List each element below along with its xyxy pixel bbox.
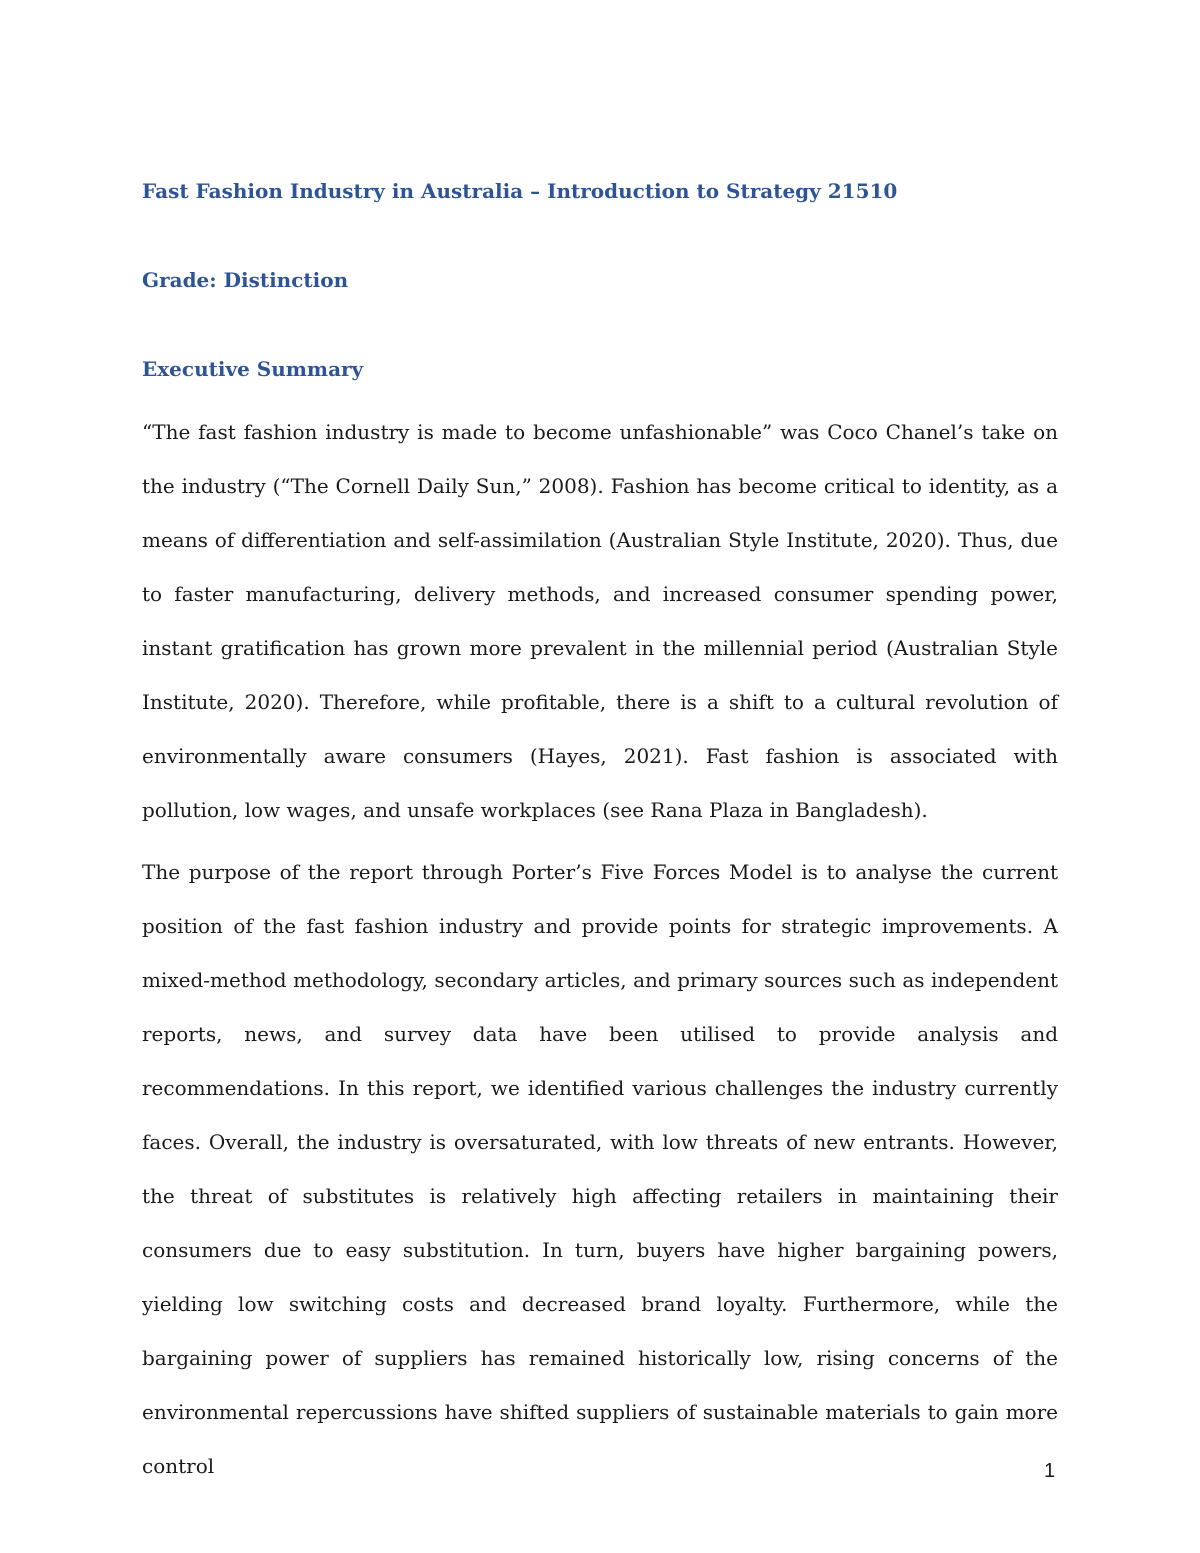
executive-summary-heading: Executive Summary — [142, 357, 364, 381]
paragraph-2: The purpose of the report through Porter’s Five Forces Model is to analyse the current position of the fast fashion industry and provide points for strategic improvements. A mixed-method methodology, secondary articles, and primary sources such as independent reports, news, and survey data have been utilised to provide analysis and recommendations. In this report, we identified various challenges the industry currently faces. Overall, the industry is oversaturated, with low threats of new entrants. However, the threat of substitutes is relatively high affecting retailers in maintaining their consumers due to easy substitution. In turn, buyers have higher bargaining powers, yielding low switching costs and decreased brand loyalty. Furthermore, while the bargaining power of suppliers has remained historically low, rising concerns of the environmental repercussions have shifted suppliers of sustainable materials to gain more control — [142, 860, 1058, 1478]
grade-heading: Grade: Distinction — [142, 268, 349, 292]
paragraph-1-block — [142, 405, 1058, 837]
document-title: Fast Fashion Industry in Australia – Introduction to Strategy 21510 — [142, 179, 898, 203]
page-number: 1 — [1044, 1460, 1056, 1482]
paragraph-2-block — [142, 845, 1058, 1493]
paragraph-1: “The fast fashion industry is made to become unfashionable” was Coco Chanel’s take on the industry (“The Cornell Daily Sun,” 2008). Fashion has become critical to identity, as a means of differentiation and self-assimilation (Australian Style Institute, 2020). Thus, due to faster manufacturing, delivery methods, and increased consumer spending power, instant gratification has grown more prevalent in the millennial period (Australian Style Institute, 2020). Therefore, while profitable, there is a shift to a cultural revolution of environmentally aware consumers (Hayes, 2021). Fast fashion is associated with pollution, low wages, and unsafe workplaces (see Rana Plaza in Bangladesh). — [142, 420, 1058, 822]
